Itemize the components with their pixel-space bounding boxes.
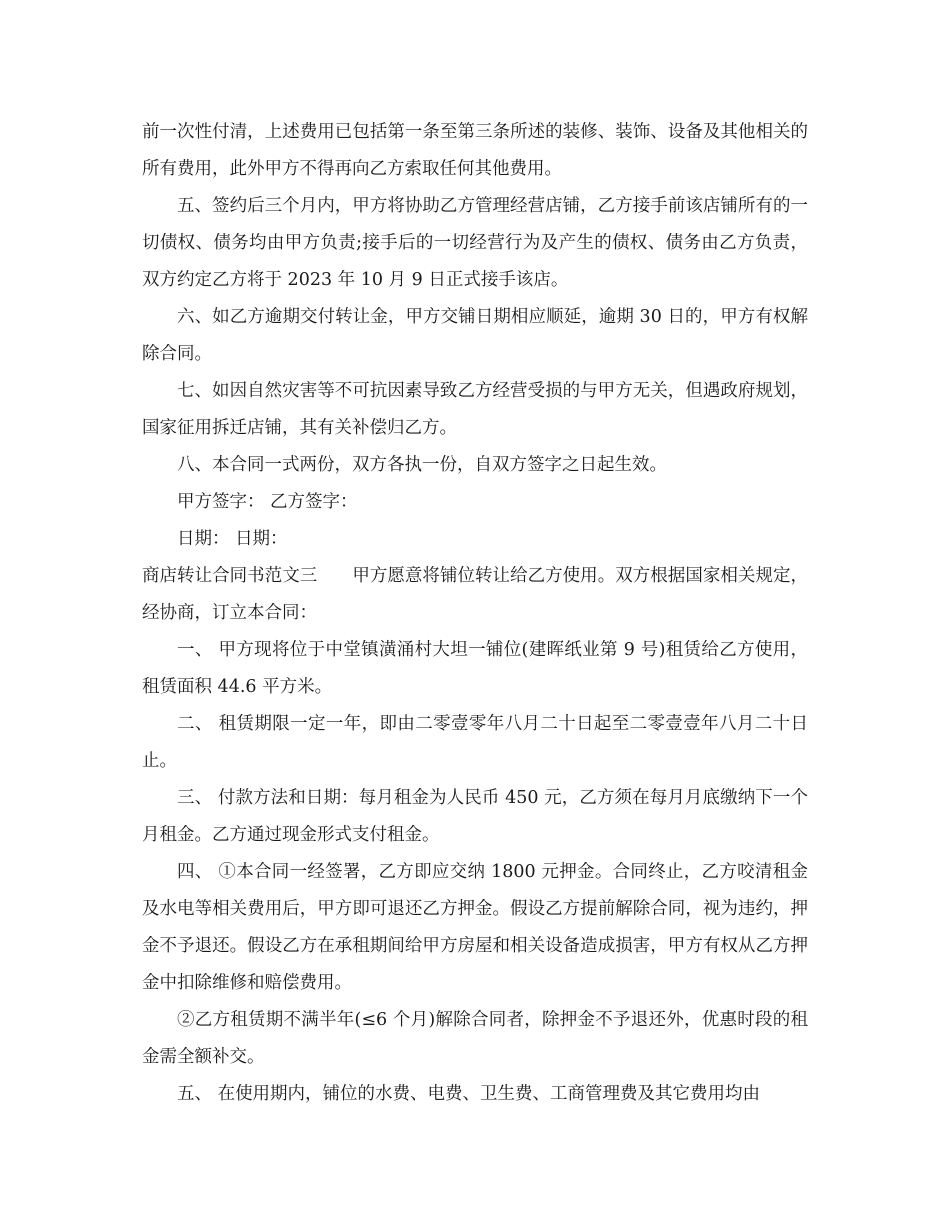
- paragraph-sample-three-intro: 商店转让合同书范文三 甲方愿意将铺位转让给乙方使用。双方根据国家相关规定，经协商，订立本合同：: [142, 566, 808, 623]
- paragraph-lease-clause-5: 五、 在使用期内，铺位的水费、电费、卫生费、工商管理费及其它费用均由: [177, 1084, 761, 1104]
- paragraph-payment-terms: 前一次性付清，上述费用已包括第一条至第三条所述的装修、装饰、设备及其他相关的所有费用，此外甲方不得再向乙方索取任何其他费用。: [142, 122, 808, 179]
- paragraph-clause-8: 八、本合同一式两份，双方各执一份，自双方签字之日起生效。: [177, 455, 667, 475]
- paragraph-lease-clause-4-2: ②乙方租赁期不满半年(≤6 个月)解除合同者，除押金不予退还外，优惠时段的租金需全额补交。: [142, 1010, 808, 1067]
- paragraph-clause-5: 五、签约后三个月内，甲方将协助乙方管理经营店铺，乙方接手前该店铺所有的一切债权、债务均由甲方负责;接手后的一切经营行为及产生的债权、债务由乙方负责，双方约定乙方将于 2023 年 10 月 9 日正式接手该店。: [142, 196, 808, 290]
- paragraph-lease-clause-2: 二、 租赁期限一定一年，即由二零壹零年八月二十日起至二零壹壹年八月二十日止。: [142, 714, 808, 771]
- paragraph-clause-6: 六、如乙方逾期交付转让金，甲方交铺日期相应顺延，逾期 30 日的，甲方有权解除合同。: [142, 307, 808, 364]
- paragraph-clause-7: 七、如因自然灾害等不可抗因素导致乙方经营受损的与甲方无关，但遇政府规划，国家征用拆迁店铺，其有关补偿归乙方。: [142, 381, 808, 438]
- document-page: [142, 114, 808, 1113]
- paragraph-lease-clause-1: 一、 甲方现将位于中堂镇潢涌村大坦一铺位(建晖纸业第 9 号)租赁给乙方使用，租赁面积 44.6 平方米。: [142, 640, 808, 697]
- paragraph-lease-clause-4-1: 四、 ①本合同一经签署，乙方即应交纳 1800 元押金。合同终止，乙方咬清租金及水电等相关费用后，甲方即可退还乙方押金。假设乙方提前解除合同，视为违约，押金不予退还。假设乙方在承租期间给甲方房屋和相关设备造成损害，甲方有权从乙方押金中扣除维修和赔偿费用。: [142, 862, 808, 993]
- date-line: 日期： 日期：: [177, 529, 288, 549]
- signature-line: 甲方签字： 乙方签字：: [177, 492, 358, 512]
- paragraph-lease-clause-3: 三、 付款方法和日期：每月租金为人民币 450 元，乙方须在每月月底缴纳下一个月租金。乙方通过现金形式支付租金。: [142, 788, 808, 845]
